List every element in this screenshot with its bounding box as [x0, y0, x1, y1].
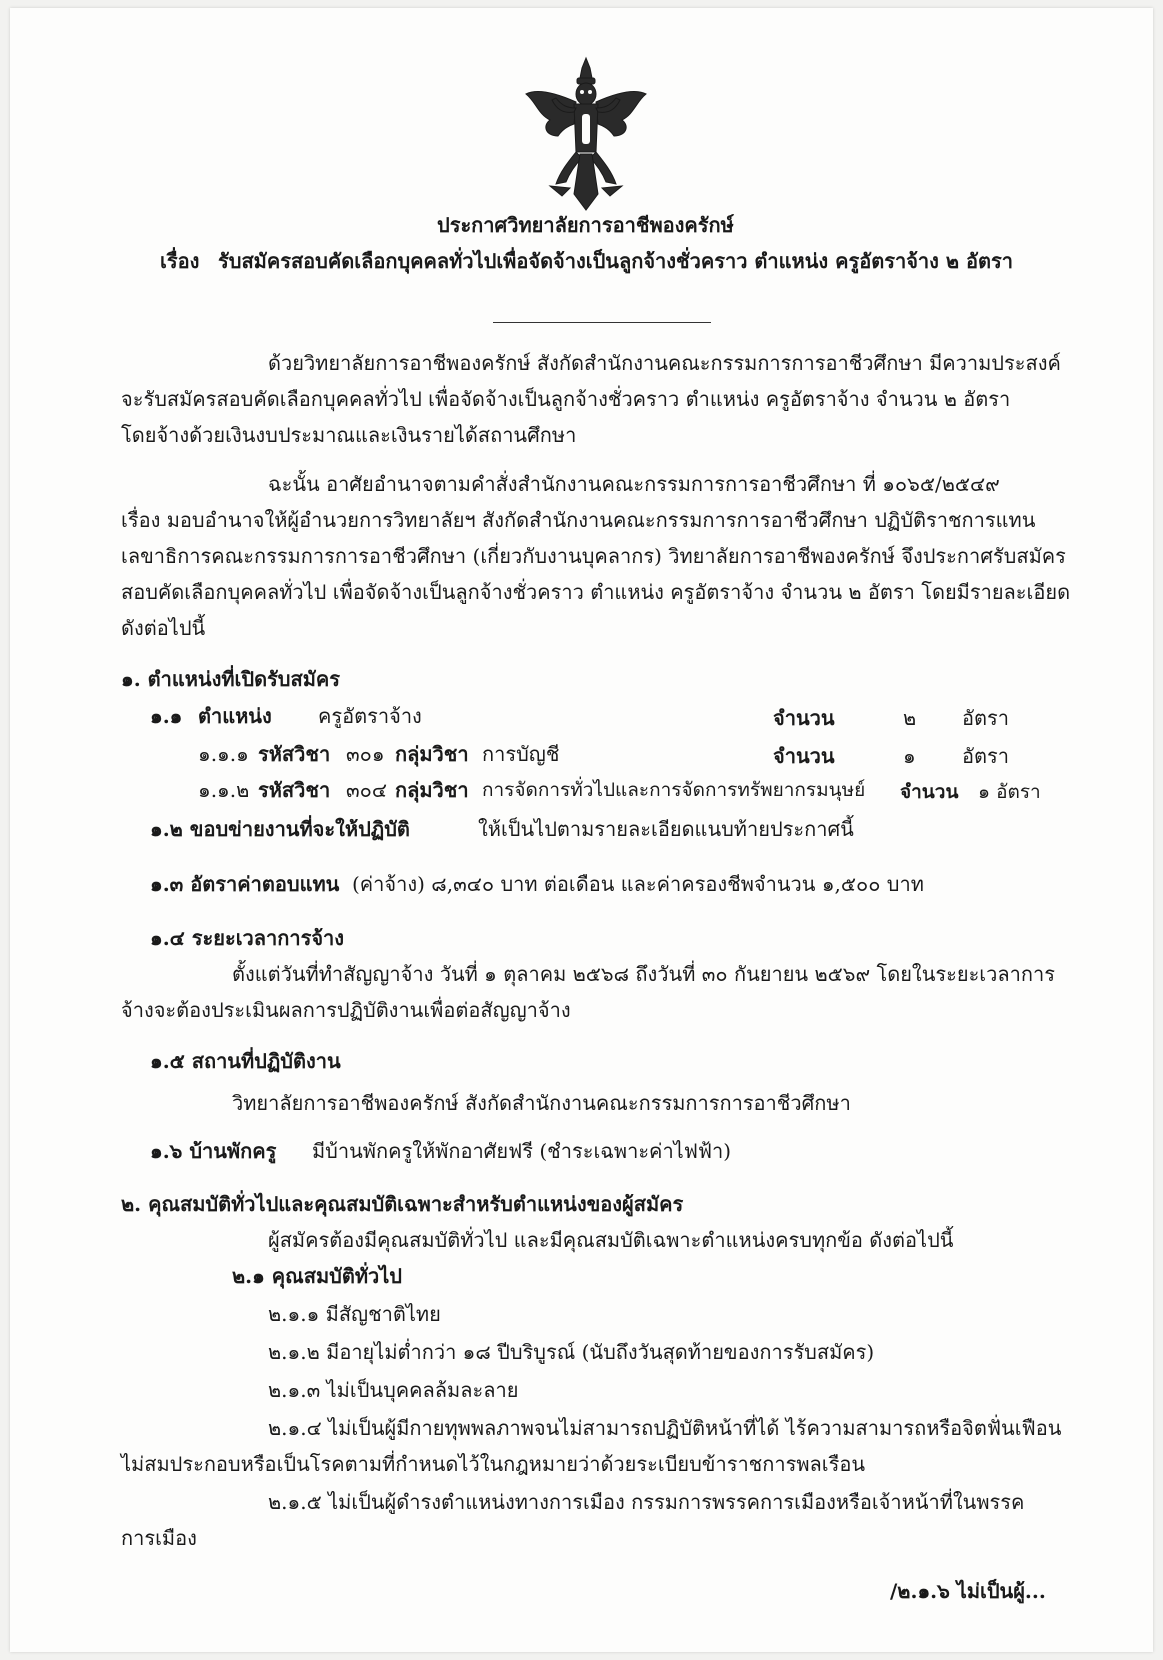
s111-count: ๑: [903, 744, 916, 768]
s211-item: ๒.๑.๑ มีสัญชาติไทย: [268, 1302, 441, 1326]
title-divider: [493, 322, 711, 323]
subject-text: รับสมัครสอบคัดเลือกบุคคลทั่วไปเพื่อจัดจ้างเป็นลูกจ้างชั่วคราว ตำแหน่ง ครูอัตราจ้าง ๒ อัตรา: [218, 249, 1013, 273]
s11-value: ครูอัตราจ้าง: [318, 704, 422, 728]
intro-p2-line2: เรื่อง มอบอำนาจให้ผู้อำนวยการวิทยาลัยฯ สังกัดสำนักงานคณะกรรมการการอาชีวศึกษา ปฏิบัติราชการแทน: [121, 508, 1036, 532]
s14-line2: จ้างจะต้องประเมินผลการปฏิบัติงานเพื่อต่อสัญญาจ้าง: [121, 998, 571, 1022]
s12-text: ให้เป็นไปตามรายละเอียดแนบท้ายประกาศนี้: [478, 817, 854, 841]
section2-heading: ๒. คุณสมบัติทั่วไปและคุณสมบัติเฉพาะสำหรับตำแหน่งของผู้สมัคร: [121, 1192, 684, 1216]
s112-code: ๓๐๔: [346, 778, 388, 802]
s112-count: ๑ อัตรา: [978, 781, 1041, 803]
s111-count-label: จำนวน: [773, 744, 835, 768]
intro-p1-line2: จะรับสมัครสอบคัดเลือกบุคคลทั่วไป เพื่อจัดจ้างเป็นลูกจ้างชั่วคราว ตำแหน่ง ครูอัตราจ้าง จำนวน ๒ อัตรา: [121, 387, 1011, 411]
intro-p2-line4: สอบคัดเลือกบุคคลทั่วไป เพื่อจัดจ้างเป็นลูกจ้างชั่วคราว ตำแหน่ง ครูอัตราจ้าง จำนวน ๒ อัตรา โดยมีรายละเอียด: [121, 580, 1071, 604]
s11-count-label: จำนวน: [773, 706, 835, 730]
s214-line1: ๒.๑.๔ ไม่เป็นผู้มีกายทุพพลภาพจนไม่สามารถปฏิบัติหน้าที่ได้ ไร้ความสามารถหรือจิตฟั่นเฟือน: [268, 1416, 1062, 1440]
garuda-emblem-icon: [522, 54, 650, 214]
s14-line1: ตั้งแต่วันที่ทำสัญญาจ้าง วันที่ ๑ ตุลาคม ๒๕๖๘ ถึงวันที่ ๓๐ กันยายน ๒๕๖๙ โดยในระยะเวลาการ: [232, 962, 1055, 986]
s111-code: ๓๐๑: [346, 742, 385, 766]
s215-line1: ๒.๑.๕ ไม่เป็นผู้ดำรงตำแหน่งทางการเมือง กรรมการพรรคการเมืองหรือเจ้าหน้าที่ในพรรค: [268, 1490, 1025, 1514]
s111-group: การบัญชี: [482, 742, 560, 766]
s214-line2: ไม่สมประกอบหรือเป็นโรคตามที่กำหนดไว้ในกฎหมายว่าด้วยระเบียบข้าราชการพลเรือน: [121, 1452, 866, 1476]
s112-num: ๑.๑.๒: [198, 778, 250, 802]
s14-label: ๑.๔ ระยะเวลาการจ้าง: [150, 926, 345, 950]
s112-code-label: รหัสวิชา: [258, 778, 331, 802]
s112-group: การจัดการทั่วไปและการจัดการทรัพยากรมนุษย์: [482, 779, 866, 801]
s112-group-label: กลุ่มวิชา: [395, 778, 469, 802]
s11-label: ตำแหน่ง: [198, 704, 272, 728]
s111-unit: อัตรา: [962, 744, 1009, 768]
intro-p1-line1: ด้วยวิทยาลัยการอาชีพองครักษ์ สังกัดสำนักงานคณะกรรมการการอาชีวศึกษา มีความประสงค์: [268, 351, 1061, 375]
s213-item: ๒.๑.๓ ไม่เป็นบุคคลล้มละลาย: [268, 1378, 519, 1402]
intro-p2-line1: ฉะนั้น อาศัยอำนาจตามคำสั่งสำนักงานคณะกรรมการการอาชีวศึกษา ที่ ๑๐๖๕/๒๕๔๙: [268, 472, 1000, 496]
intro-p2-line5: ดังต่อไปนี้: [121, 616, 206, 640]
s15-label: ๑.๕ สถานที่ปฏิบัติงาน: [150, 1049, 341, 1073]
document-page: [10, 8, 1153, 1652]
section2-intro: ผู้สมัครต้องมีคุณสมบัติทั่วไป และมีคุณสมบัติเฉพาะตำแหน่งครบทุกข้อ ดังต่อไปนี้: [268, 1228, 954, 1252]
intro-p2-line3: เลขาธิการคณะกรรมการการอาชีวศึกษา (เกี่ยวกับงานบุคลากร) วิทยาลัยการอาชีพองครักษ์ จึงประกาศรับสมัคร: [121, 544, 1066, 568]
s15-text: วิทยาลัยการอาชีพองครักษ์ สังกัดสำนักงานคณะกรรมการการอาชีวศึกษา: [232, 1091, 851, 1115]
intro-p1-line3: โดยจ้างด้วยเงินงบประมาณและเงินรายได้สถานศึกษา: [121, 423, 577, 447]
s11-unit: อัตรา: [962, 706, 1009, 730]
page-continuation-note: /๒.๑.๖ ไม่เป็นผู้...: [890, 1579, 1046, 1603]
s111-num: ๑.๑.๑: [198, 742, 249, 766]
s11-count: ๒: [903, 706, 917, 730]
s12-label: ๑.๒ ขอบข่ายงานที่จะให้ปฏิบัติ: [150, 817, 410, 841]
section1-heading: ๑. ตำแหน่งที่เปิดรับสมัคร: [121, 667, 341, 691]
s212-item: ๒.๑.๒ มีอายุไม่ต่ำกว่า ๑๘ ปีบริบูรณ์ (นับถึงวันสุดท้ายของการรับสมัคร): [268, 1340, 875, 1364]
s111-group-label: กลุ่มวิชา: [395, 742, 469, 766]
s111-code-label: รหัสวิชา: [258, 742, 331, 766]
s215-line2: การเมือง: [121, 1526, 197, 1550]
document-title: ประกาศวิทยาลัยการอาชีพองครักษ์: [437, 213, 734, 237]
s13-text: (ค่าจ้าง) ๘,๓๔๐ บาท ต่อเดือน และค่าครองชีพจำนวน ๑,๕๐๐ บาท: [352, 872, 924, 896]
s16-text: มีบ้านพักครูให้พักอาศัยฟรี (ชำระเฉพาะค่าไฟฟ้า): [312, 1139, 732, 1163]
s13-label: ๑.๓ อัตราค่าตอบแทน: [150, 872, 340, 896]
subject-label: เรื่อง: [160, 249, 200, 273]
s16-label: ๑.๖ บ้านพักครู: [150, 1139, 277, 1163]
s21-heading: ๒.๑ คุณสมบัติทั่วไป: [232, 1264, 402, 1288]
s112-count-label: จำนวน: [900, 781, 959, 803]
s11-num: ๑.๑: [150, 704, 183, 728]
